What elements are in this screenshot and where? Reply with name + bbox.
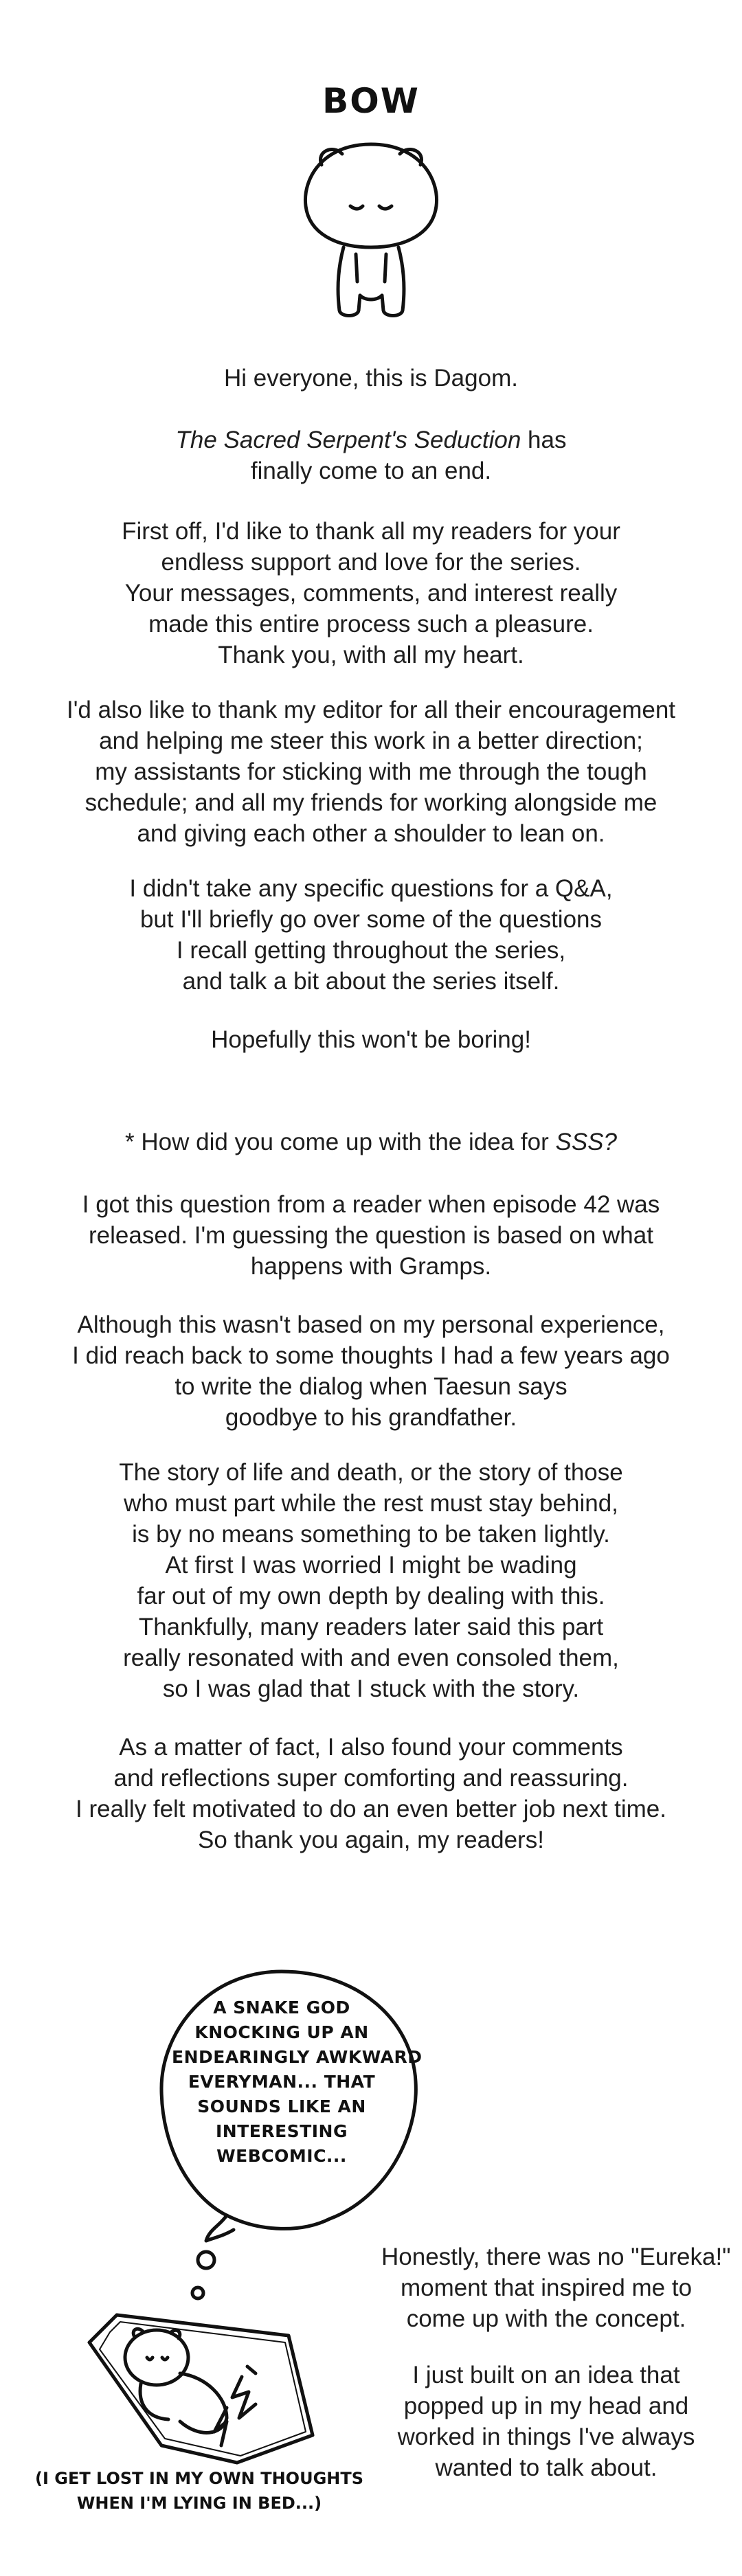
thanks-readers-line: First off, I'd like to thank all my readers for your: [122, 518, 620, 545]
answer-line: who must part while the rest must stay behind,: [124, 1490, 618, 1517]
thought-line: A SNAKE GOD: [213, 1998, 350, 2018]
series-end-line-2: finally come to an end.: [250, 457, 492, 484]
answer-line: so I was glad that I stuck with the story.: [162, 1675, 580, 1702]
answer-line: really resonated with and even consoled them,: [123, 1645, 619, 1671]
answer-line: released. I'm guessing the question is based on what: [89, 1222, 653, 1249]
qa-intro-line: and talk a bit about the series itself.: [182, 968, 560, 995]
thanks-editor-paragraph: [41, 694, 701, 849]
answer-line: At first I was worried I might be wading: [165, 1552, 577, 1579]
side-line: worked in things I've always: [397, 2424, 695, 2450]
greeting-line: Hi everyone, this is Dagom.: [224, 365, 518, 392]
thought-line: SOUNDS LIKE AN: [197, 2097, 366, 2116]
question-prefix: * How did you come up with the idea for: [125, 1129, 556, 1155]
question-heading: [41, 1127, 701, 1157]
answer-line: So thank you again, my readers!: [198, 1827, 544, 1853]
side-paragraph-2: [381, 2360, 711, 2483]
answer-paragraph-1: [41, 1189, 701, 1282]
qa-intro-line: I recall getting throughout the series,: [176, 937, 566, 964]
thanks-editor-line: my assistants for sticking with me through the tough: [95, 758, 647, 785]
thought-bubble-text: [172, 1996, 423, 2169]
series-end-line-1: [41, 425, 701, 455]
answer-paragraph-4: [41, 1732, 701, 1855]
side-line: Honestly, there was no "Eureka!": [381, 2244, 731, 2270]
series-title: The Sacred Serpent's Seduction: [175, 427, 521, 453]
answer-line: As a matter of fact, I also found your comments: [119, 1734, 623, 1761]
side-line: wanted to talk about.: [435, 2454, 657, 2481]
side-line: moment that inspired me to: [400, 2274, 693, 2301]
caption-line: WHEN I'M LYING IN BED...): [76, 2494, 322, 2513]
bear-bowing-icon: [282, 131, 460, 330]
answer-line: Thankfully, many readers later said this part: [138, 1614, 604, 1640]
thanks-editor-line: I'd also like to thank my editor for all their encouragement: [66, 697, 676, 723]
answer-line: to write the dialog when Taesun says: [175, 1373, 567, 1400]
qa-intro-line: but I'll briefly go over some of the questions: [139, 906, 603, 933]
series-end-paragraph: [41, 425, 701, 486]
thanks-readers-line: made this entire process such a pleasure.: [148, 611, 594, 637]
side-line: come up with the concept.: [406, 2305, 686, 2332]
not-boring-line: Hopefully this won't be boring!: [211, 1026, 531, 1053]
series-end-has: has: [521, 427, 567, 453]
side-line: I just built on an idea that: [412, 2362, 680, 2388]
thanks-readers-paragraph: [41, 516, 701, 670]
answer-line: I got this question from a reader when episode 42 was: [82, 1191, 660, 1218]
answer-paragraph-2: [41, 1309, 701, 1433]
answer-line: far out of my own depth by dealing with this.: [137, 1583, 605, 1609]
thanks-readers-line: Thank you, with all my heart.: [218, 642, 524, 668]
thought-line: KNOCKING UP AN: [194, 2022, 369, 2042]
thought-line: ENDEARINGLY AWKWARD: [172, 2047, 423, 2067]
bow-title: BOW: [322, 81, 420, 121]
thanks-readers-line: endless support and love for the series.: [161, 549, 581, 576]
answer-line: The story of life and death, or the story of those: [119, 1459, 623, 1486]
thanks-editor-line: schedule; and all my friends for working alongside me: [85, 789, 657, 816]
answer-line: I really felt motivated to do an even better job next time.: [76, 1796, 666, 1822]
side-paragraph-1: [381, 2241, 731, 2334]
answer-paragraph-3: [41, 1457, 701, 1704]
greeting-paragraph: [41, 363, 701, 394]
answer-line: happens with Gramps.: [250, 1253, 492, 1280]
thanks-readers-line: Your messages, comments, and interest really: [124, 580, 618, 607]
thought-line: WEBCOMIC...: [216, 2146, 347, 2166]
bed-caption: [27, 2466, 371, 2516]
question-series-abbrev: SSS?: [555, 1129, 617, 1155]
side-line: popped up in my head and: [403, 2393, 689, 2419]
answer-line: I did reach back to some thoughts I had a few years ago: [72, 1342, 670, 1369]
thought-line: INTERESTING: [216, 2121, 348, 2141]
answer-line: Although this wasn't based on my personal experience,: [77, 1311, 665, 1338]
thought-line: EVERYMAN... THAT: [188, 2072, 376, 2092]
thanks-editor-line: and helping me steer this work in a better direction;: [99, 727, 643, 754]
not-boring-paragraph: [41, 1024, 701, 1055]
caption-line: (I GET LOST IN MY OWN THOUGHTS: [34, 2469, 364, 2488]
qa-intro-paragraph: [41, 873, 701, 997]
answer-line: and reflections super comforting and reassuring.: [113, 1765, 629, 1792]
thanks-editor-line: and giving each other a shoulder to lean on.: [137, 820, 605, 847]
answer-line: is by no means something to be taken lightly.: [132, 1521, 610, 1548]
qa-intro-line: I didn't take any specific questions for a Q&A,: [129, 875, 613, 902]
answer-line: goodbye to his grandfather.: [225, 1404, 517, 1431]
